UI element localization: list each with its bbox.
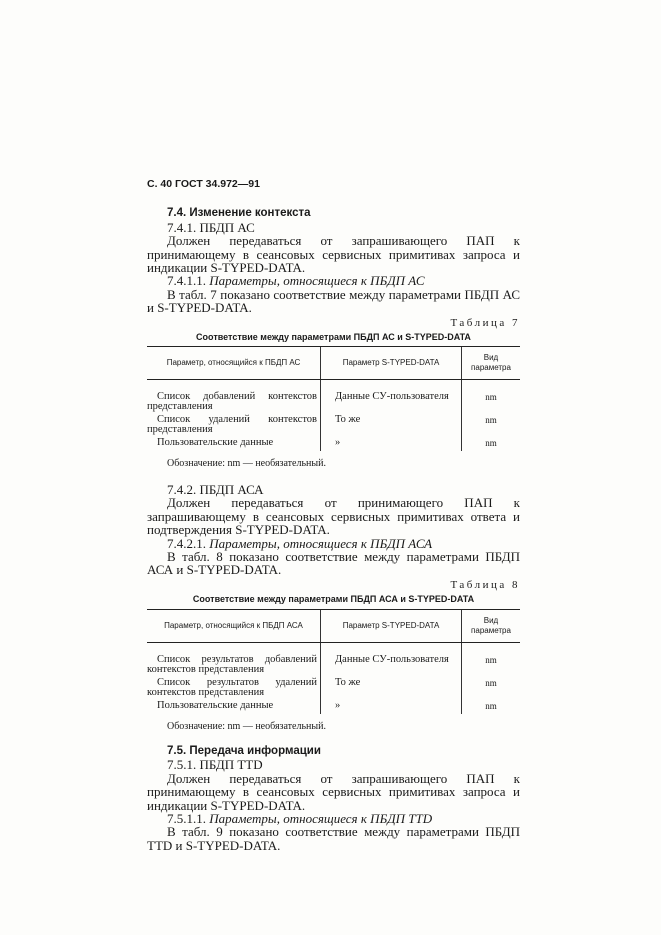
paragraph: Должен передаваться от запрашивающего ПАП к принимающему в сеансовых сервисных примитивах запроса и индикации S-TYPED-DATA. xyxy=(147,770,520,813)
table-7 xyxy=(147,346,520,451)
cell: Список добавлений контекстов представления xyxy=(147,391,317,413)
column-header: Параметр, относящийся к ПБДП АС xyxy=(147,347,321,380)
cell: Пользовательские данные xyxy=(157,699,274,711)
column-header: Параметр, относящийся к ПБДП АСА xyxy=(147,609,321,642)
table-note: Обозначение: nm — необязательный. xyxy=(167,720,326,732)
cell: Данные СУ-пользователя xyxy=(321,642,462,678)
table-row xyxy=(147,678,520,701)
heading-text: Параметры, относящиеся к ПБДП АСА xyxy=(209,535,433,551)
heading-text: Параметры, относящиеся к ПБДП АС xyxy=(209,273,425,289)
table-number: Таблица 8 xyxy=(450,578,520,591)
page-header: С. 40 ГОСТ 34.972—91 xyxy=(147,178,260,190)
section-heading: 7.4. Изменение контекста xyxy=(167,207,311,220)
paragraph: В табл. 9 показано соответствие между параметрами ПБДП TTD и S-TYPED-DATA. xyxy=(147,824,520,853)
table-title: Соответствие между параметрами ПБДП АС и S-TYPED-DATA xyxy=(196,332,471,343)
heading-number: 7.5.1.1. xyxy=(167,810,206,826)
cell: » xyxy=(321,438,462,451)
cell: Данные СУ-пользователя xyxy=(321,380,462,416)
cell: nm xyxy=(462,438,521,451)
cell: nm xyxy=(462,701,521,714)
heading-number: 7.4.2.1. xyxy=(167,535,206,551)
heading-number: 7.4.1.1. xyxy=(167,273,206,289)
table-row xyxy=(147,415,520,438)
section-heading: 7.5. Передача информации xyxy=(167,744,321,757)
heading-text: Параметры, относящиеся к ПБДП TTD xyxy=(209,810,433,826)
column-header: Параметр S-TYPED-DATA xyxy=(321,347,462,380)
paragraph: Должен передаваться от принимающего ПАП к запрашивающему в сеансовых сервисных примитивах ответа и подтверждения S-TYPED-DATA. xyxy=(147,495,520,538)
cell: Список результатов добавлений контекстов представления xyxy=(147,653,317,675)
subsection-heading: 7.4.2. ПБДП АСА xyxy=(167,481,264,497)
subsection-heading: 7.5.1. ПБДП TTD xyxy=(167,757,263,773)
subsubsection-heading xyxy=(147,537,520,550)
table-8 xyxy=(147,609,520,714)
cell: nm xyxy=(462,678,521,701)
paragraph: В табл. 7 показано соответствие между параметрами ПБДП АС и S-TYPED-DATA. xyxy=(147,286,520,316)
table-row xyxy=(147,642,520,678)
paragraph: Должен передаваться от запрашивающего ПАП к принимающему в сеансовых сервисных примитивах запроса и индикации S-TYPED-DATA. xyxy=(147,233,520,276)
paragraph: В табл. 8 показано соответствие между параметрами ПБДП АСА и S-TYPED-DATA. xyxy=(147,548,520,578)
subsubsection-heading xyxy=(147,274,520,287)
table-note: Обозначение: nm — необязательный. xyxy=(167,458,326,470)
table-row xyxy=(147,701,520,714)
cell: То же xyxy=(321,678,462,701)
cell: Список результатов удалений контекстов представления xyxy=(147,676,317,698)
column-header: Вид параметра xyxy=(462,347,521,380)
cell: nm xyxy=(462,642,521,678)
table-title: Соответствие между параметрами ПБДП АСА и S-TYPED-DATA xyxy=(192,594,475,605)
cell: Список удалений контекстов представления xyxy=(147,414,317,436)
column-header: Вид параметра xyxy=(462,609,521,642)
table-number: Таблица 7 xyxy=(450,316,520,329)
subsubsection-heading xyxy=(147,812,520,825)
cell: nm xyxy=(462,380,521,416)
table-row xyxy=(147,380,520,416)
cell: nm xyxy=(462,415,521,438)
table-row xyxy=(147,438,520,451)
cell: » xyxy=(321,701,462,714)
subsection-heading: 7.4.1. ПБДП АС xyxy=(167,219,255,235)
column-header: Параметр S-TYPED-DATA xyxy=(321,609,462,642)
cell: То же xyxy=(321,415,462,438)
cell: Пользовательские данные xyxy=(157,437,274,449)
